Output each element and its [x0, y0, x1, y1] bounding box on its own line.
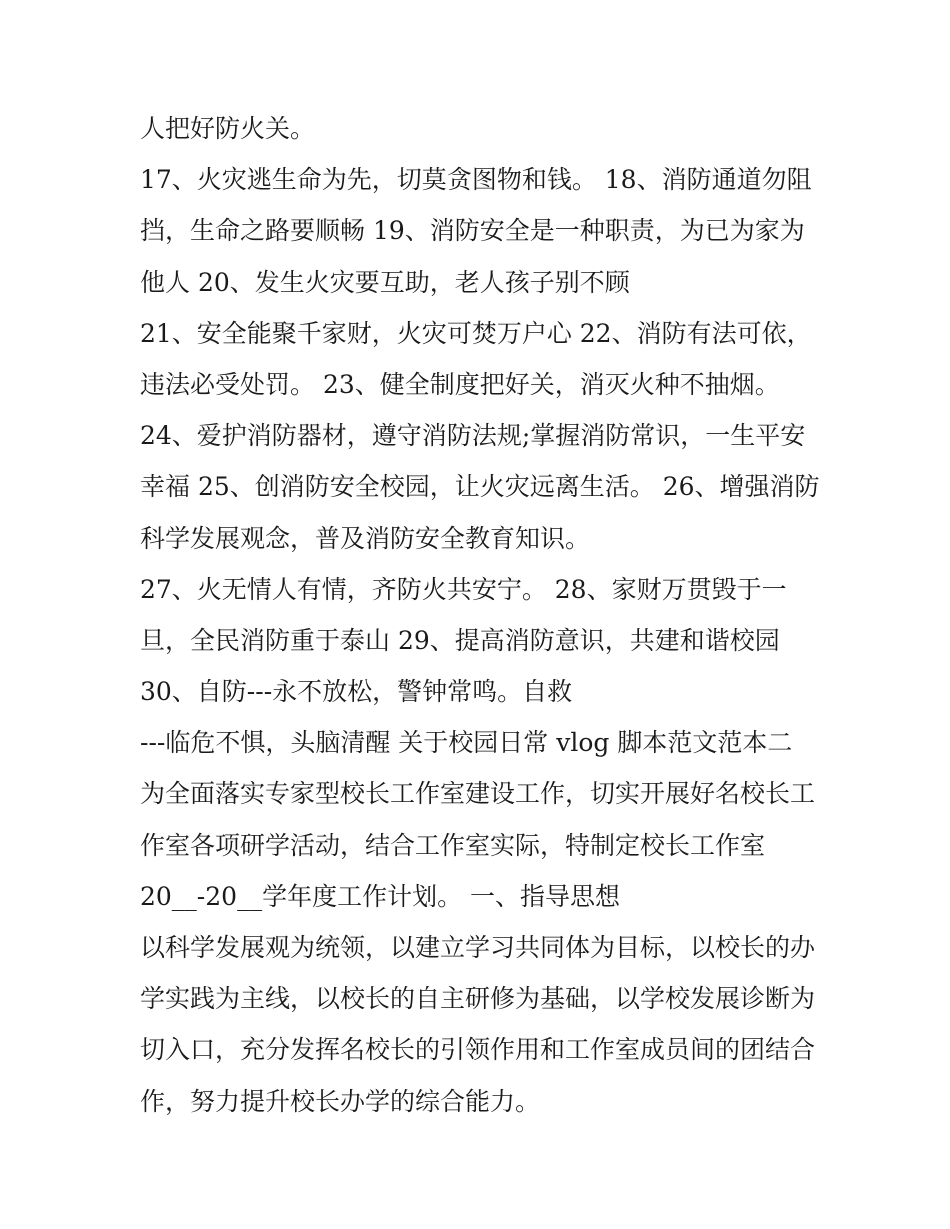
- text-line: 24、爱护消防器材，遵守消防法规;掌握消防常识，一生平安: [140, 421, 806, 451]
- text-line: 作，努力提升校长办学的综合能力。: [140, 1086, 541, 1116]
- text-line: 他人 20、发生火灾要互助，老人孩子别不顾: [140, 267, 630, 297]
- text-line: 20__-20__学年度工作计划。 一、指导思想: [140, 881, 621, 911]
- text-line: ---临危不惧，头脑清醒 关于校园日常 vlog 脚本范文范本二: [140, 728, 793, 758]
- text-line: 违法必受处罚。 23、健全制度把好关，消灭火种不抽烟。: [140, 369, 780, 399]
- text-line: 科学发展观念，普及消防安全教育知识。: [140, 523, 591, 553]
- text-line: 挡，生命之路要顺畅 19、消防安全是一种职责，为已为家为: [140, 216, 805, 246]
- text-line: 17、火灾逃生命为先，切莫贪图物和钱。 18、消防通道勿阻: [140, 165, 812, 195]
- text-line: 以科学发展观为统领，以建立学习共同体为目标，以校长的办: [140, 933, 816, 962]
- text-line: 学实践为主线，以校长的自主研修为基础，以学校发展诊断为: [140, 984, 816, 1014]
- text-line: 人把好防火关。: [140, 114, 316, 143]
- document-body: [140, 109, 830, 1133]
- text-line: 幸福 25、创消防安全校园，让火灾远离生活。 26、增强消防: [140, 472, 820, 502]
- text-line: 为全面落实专家型校长工作室建设工作，切实开展好名校长工: [140, 779, 816, 809]
- text-line: 切入口，充分发挥名校长的引领作用和工作室成员间的团结合: [140, 1035, 816, 1065]
- text-line: 30、自防---永不放松，警钟常鸣。自救: [140, 677, 573, 707]
- text-line: 作室各项研学活动，结合工作室实际，特制定校长工作室: [140, 830, 766, 860]
- text-line: 27、火无情人有情，齐防火共安宁。 28、家财万贯毁于一: [140, 574, 787, 604]
- text-line: 旦，全民消防重于泰山 29、提高消防意识，共建和谐校园: [140, 625, 780, 655]
- text-line: 21、安全能聚千家财，火灾可焚万户心 22、消防有法可依，: [140, 318, 812, 348]
